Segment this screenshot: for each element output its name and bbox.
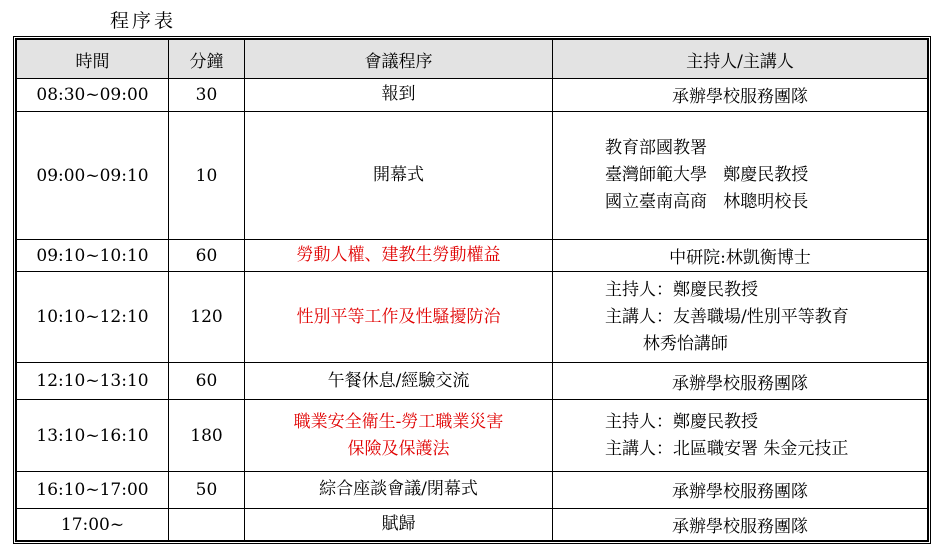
table-row (17, 79, 928, 112)
host-line: 主講人：友善職場/性別平等教育 (605, 306, 849, 327)
host-line: 主持人：鄭慶民教授 (605, 411, 758, 432)
time-cell: 13:10~16:10 (17, 400, 169, 471)
host-cell (553, 240, 928, 272)
host-line: 中研院:林凱衡博士 (669, 248, 811, 269)
minutes-cell: 60 (169, 240, 245, 272)
host-cell (553, 79, 928, 112)
table-row (17, 272, 928, 363)
program-cell (245, 111, 553, 239)
time-cell: 12:10~13:10 (17, 363, 169, 400)
host-cell (553, 363, 928, 400)
time-cell: 10:10~12:10 (17, 272, 169, 363)
program-line: 職業安全衛生-勞工職業災害 (293, 411, 504, 432)
program-line: 午餐休息/經驗交流 (327, 370, 470, 391)
program-line: 勞動人權、建教生勞動權益 (296, 245, 501, 266)
time-cell: 17:00~ (17, 509, 169, 541)
table-row (17, 240, 928, 272)
program-line: 報到 (381, 84, 416, 105)
minutes-cell: 60 (169, 363, 245, 400)
program-line: 賦歸 (381, 514, 416, 535)
program-cell (245, 400, 553, 471)
header-program: 會議程序 (245, 40, 553, 79)
program-cell (245, 240, 553, 272)
program-cell (245, 363, 553, 400)
host-line: 國立臺南高商 林聰明校長 (605, 192, 809, 213)
minutes-cell (169, 509, 245, 541)
program-line: 開幕式 (373, 165, 424, 186)
schedule-table (16, 39, 928, 541)
program-line: 保險及保護法 (347, 438, 450, 459)
table-header-row (17, 40, 928, 79)
time-cell: 09:10~10:10 (17, 240, 169, 272)
minutes-cell: 180 (169, 400, 245, 471)
host-line: 教育部國教署 (605, 138, 707, 159)
host-line: 主持人：鄭慶民教授 (605, 279, 758, 300)
host-cell (553, 272, 928, 363)
program-cell (245, 79, 553, 112)
host-cell (553, 400, 928, 471)
minutes-cell: 10 (169, 111, 245, 239)
host-line: 承辦學校服務團隊 (672, 517, 808, 538)
minutes-cell: 50 (169, 471, 245, 508)
schedule-table-frame (13, 36, 931, 544)
program-cell (245, 471, 553, 508)
page-title: 程序表 (110, 10, 177, 32)
program-cell (245, 272, 553, 363)
time-cell: 09:00~09:10 (17, 111, 169, 239)
table-row (17, 509, 928, 541)
header-host: 主持人/主講人 (553, 40, 928, 79)
host-line: 承辦學校服務團隊 (672, 373, 808, 394)
program-cell (245, 509, 553, 541)
minutes-cell: 30 (169, 79, 245, 112)
host-line: 林秀怡講師 (605, 333, 728, 354)
minutes-cell: 120 (169, 272, 245, 363)
table-row (17, 111, 928, 239)
table-row (17, 400, 928, 471)
host-line: 臺灣師範大學 鄭慶民教授 (605, 165, 809, 186)
header-time: 時間 (17, 40, 169, 79)
program-line: 綜合座談會議/閉幕式 (319, 479, 478, 500)
host-cell (553, 111, 928, 239)
host-line: 承辦學校服務團隊 (672, 87, 808, 108)
table-row (17, 363, 928, 400)
host-cell (553, 471, 928, 508)
time-cell: 08:30~09:00 (17, 79, 169, 112)
header-minutes: 分鐘 (169, 40, 245, 79)
host-line: 承辦學校服務團隊 (672, 482, 808, 503)
time-cell: 16:10~17:00 (17, 471, 169, 508)
table-row (17, 471, 928, 508)
host-cell (553, 509, 928, 541)
host-line: 主講人：北區職安署 朱金元技正 (605, 438, 849, 459)
program-line: 性別平等工作及性騷擾防治 (296, 306, 501, 327)
